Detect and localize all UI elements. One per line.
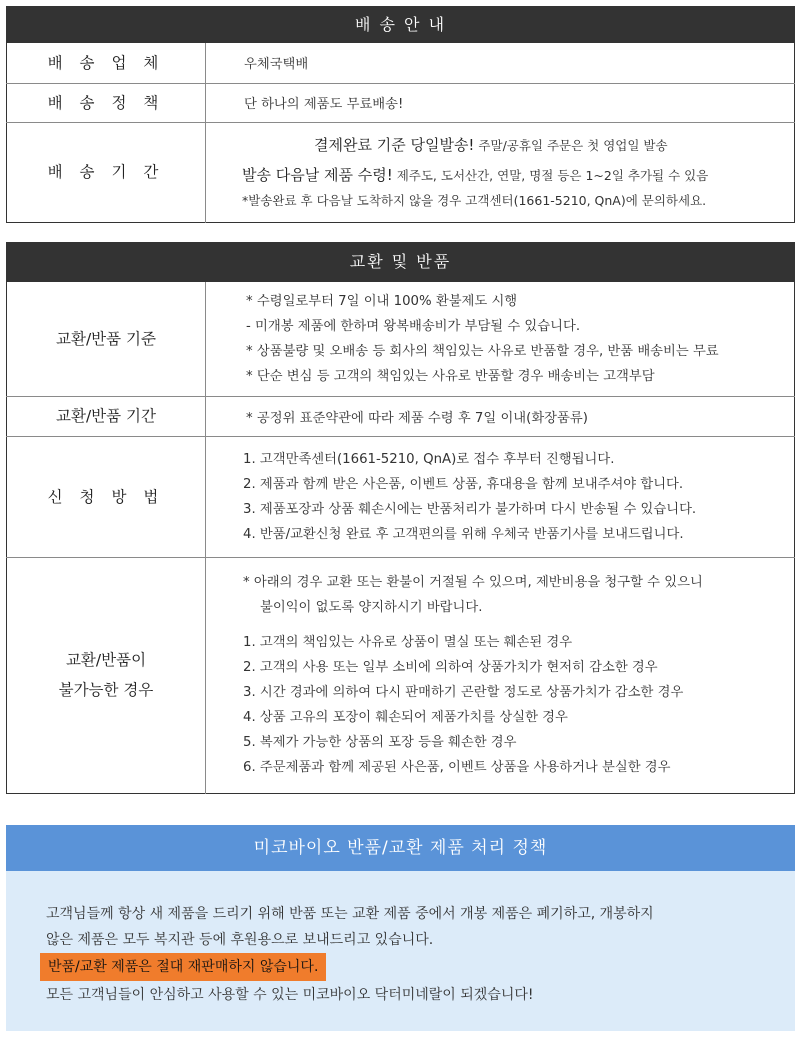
shipping-period-label: 배 송 기 간 <box>7 122 206 222</box>
list-item: - 미개봉 제품에 한하며 왕복배송비가 부담될 수 있습니다. <box>246 318 581 334</box>
table-row <box>7 122 795 222</box>
exchange-method-value <box>206 436 795 557</box>
list-item: * 수령일로부터 7일 이내 100% 환불제도 시행 <box>246 293 518 309</box>
impossible-note: 불이익이 없도록 양지하시기 바랍니다. <box>260 600 483 615</box>
period-line1-note: 주말/공휴일 주문은 첫 영업일 발송 <box>474 138 668 153</box>
table-row <box>7 436 795 557</box>
impossible-label-line1: 교환/반품이 <box>65 651 147 669</box>
shipping-policy-value: 단 하나의 제품도 무료배송! <box>206 83 795 122</box>
table-row <box>7 43 795 83</box>
list-item: 2. 고객의 사용 또는 일부 소비에 의하여 상품가치가 현저히 감소한 경우 <box>243 660 658 675</box>
period-line2-emphasis: 발송 다음날 제품 수령! <box>242 166 393 184</box>
table-row <box>7 83 795 122</box>
table-row <box>7 557 795 793</box>
exchange-period-label: 교환/반품 기간 <box>7 396 206 436</box>
shipping-period-line-3: *발송완료 후 다음날 도착하지 않을 경우 고객센터(1661-5210, QnA)에 문의하세요. <box>242 193 707 208</box>
exchange-section <box>6 242 795 794</box>
list-item: 5. 복제가 가능한 상품의 포장 등을 훼손한 경우 <box>243 735 517 750</box>
policy-body <box>6 871 795 1008</box>
shipping-company-value: 우체국택배 <box>244 57 309 73</box>
exchange-method-label: 신 청 방 법 <box>7 436 206 557</box>
list-item: 6. 주문제품과 함께 제공된 사은품, 이벤트 상품을 사용하거나 분실한 경우 <box>243 760 671 775</box>
list-item: 3. 제품포장과 상품 훼손시에는 반품처리가 불가하며 다시 반송될 수 있습니다. <box>243 501 697 517</box>
exchange-impossible-label <box>7 557 206 793</box>
policy-line-4: 모든 고객님들이 안심하고 사용할 수 있는 미코바이오 닥터미네랄이 되겠습니다! <box>46 987 534 1003</box>
list-item: * 상품불량 및 오배송 등 회사의 책임있는 사유로 반품할 경우, 반품 배송비는 무료 <box>246 343 719 359</box>
impossible-note: * 아래의 경우 교환 또는 환불이 거절될 수 있으며, 제반비용을 청구할 수 있으니 <box>243 575 703 590</box>
shipping-title: 배 송 안 내 <box>6 6 795 43</box>
exchange-table <box>6 282 795 794</box>
table-row <box>7 396 795 436</box>
exchange-title: 교환 및 반품 <box>6 242 795 282</box>
list-item: 4. 반품/교환신청 완료 후 고객편의를 위해 우체국 반품기사를 보내드립니다. <box>243 526 684 542</box>
table-row <box>7 282 795 396</box>
exchange-impossible-value <box>206 557 795 793</box>
policy-highlight-row <box>46 953 795 982</box>
impossible-label-line2: 불가능한 경우 <box>58 681 154 699</box>
shipping-table <box>6 43 795 223</box>
list-item: 2. 제품과 함께 받은 사은품, 이벤트 상품, 휴대용을 함께 보내주셔야 합니다. <box>243 476 684 492</box>
policy-line-1: 고객님들께 항상 새 제품을 드리기 위해 반품 또는 교환 제품 중에서 개봉 제품은 폐기하고, 개봉하지 <box>46 906 654 922</box>
policy-title: 미코바이오 반품/교환 제품 처리 정책 <box>6 825 795 871</box>
period-line2-note: 제주도, 도서산간, 연말, 명절 등은 1~2일 추가될 수 있음 <box>392 168 709 183</box>
exchange-period-value: * 공정위 표준약관에 따라 제품 수령 후 7일 이내(화장품류) <box>206 396 795 436</box>
shipping-section <box>6 6 795 223</box>
shipping-period-line-1 <box>242 130 794 160</box>
list-item: 3. 시간 경과에 의하여 다시 판매하기 곤란할 정도로 상품가치가 감소한 경우 <box>243 685 684 700</box>
policy-highlight: 반품/교환 제품은 절대 재판매하지 않습니다. <box>40 953 326 981</box>
shipping-policy-label: 배 송 정 책 <box>7 83 206 122</box>
period-line1-emphasis: 결제완료 기준 당일발송! <box>314 136 475 154</box>
exchange-criteria-label: 교환/반품 기준 <box>7 282 206 396</box>
list-item: 1. 고객의 책임있는 사유로 상품이 멸실 또는 훼손된 경우 <box>243 635 573 650</box>
list-item: * 단순 변심 등 고객의 책임있는 사유로 반품할 경우 배송비는 고객부담 <box>246 368 655 384</box>
shipping-company-label: 배 송 업 체 <box>7 43 206 83</box>
exchange-criteria-value <box>206 282 795 396</box>
list-item: 4. 상품 고유의 포장이 훼손되어 제품가치를 상실한 경우 <box>243 710 568 725</box>
list-item: 1. 고객만족센터(1661-5210, QnA)로 접수 후부터 진행됩니다. <box>243 451 615 467</box>
shipping-period-line-2 <box>242 160 794 190</box>
policy-line-2: 않은 제품은 모두 복지관 등에 후원용으로 보내드리고 있습니다. <box>46 932 434 948</box>
policy-box <box>6 825 795 1031</box>
shipping-period-value <box>206 122 795 222</box>
